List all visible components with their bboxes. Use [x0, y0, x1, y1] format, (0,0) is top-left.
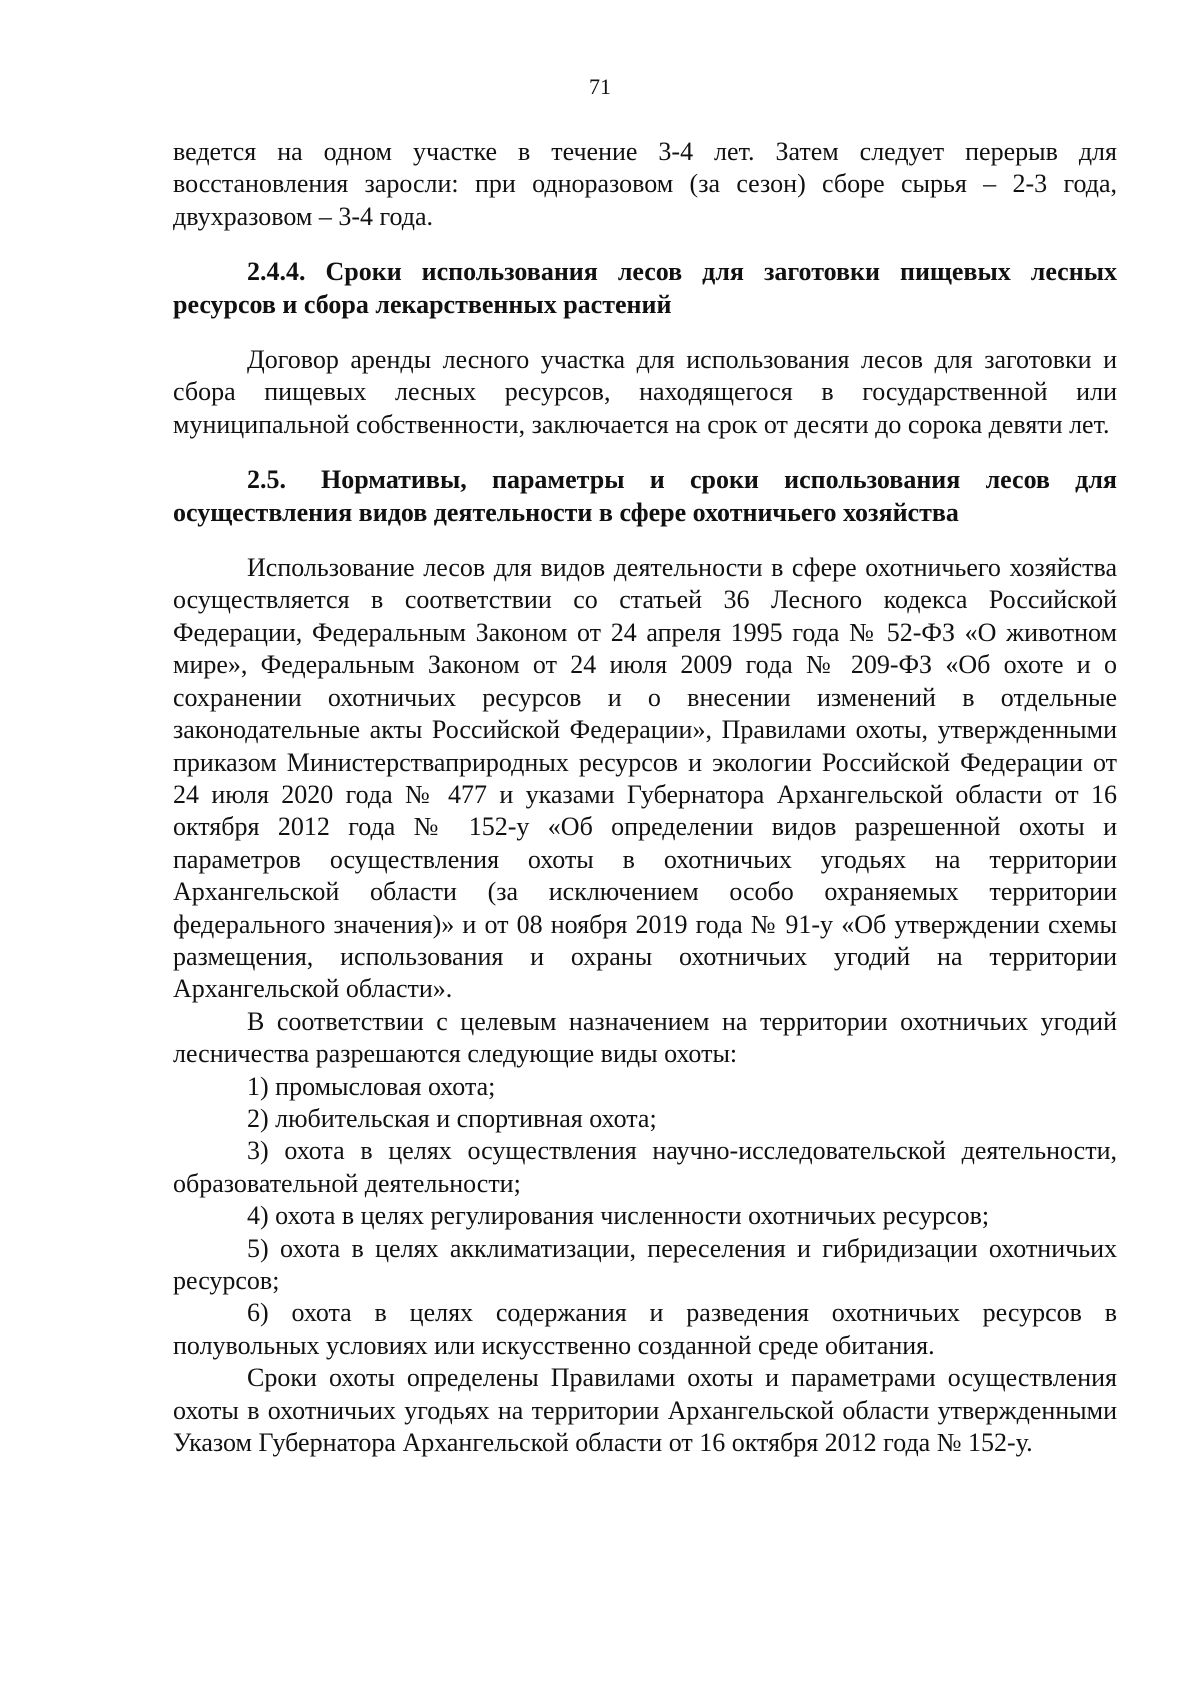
page-number: 71 — [589, 74, 611, 99]
paragraph-hunting-types-intro: В соответствии с целевым назначением на территории охотничьих угодий лесничества разрешаются следующие виды охоты: — [173, 1006, 1117, 1069]
section-heading-2-5 — [173, 464, 1117, 529]
paragraph-continuation: ведется на одном участке в течение 3-4 лет. Затем следует перерыв для восстановления заросли: при одноразовом (за сезон) сборе сырья – 2-3 года, двухразовом – 3-4 года. — [173, 137, 1117, 231]
list-item: 6) охота в целях содержания и разведения охотничьих ресурсов в полувольных условиях или искусственно созданной среде обитания. — [173, 1298, 1117, 1360]
paragraph-hunting-dates: Сроки охоты определены Правилами охоты и параметрами осуществления охоты в охотничьих угодьях на территории Архангельской области утвержденными Указом Губернатора Архангельской области от 16 октября 2012 года № 152-у. — [173, 1363, 1117, 1458]
list-item: 5) охота в целях акклиматизации, переселения и гибридизации охотничьих ресурсов; — [173, 1233, 1117, 1295]
list-item: 3) охота в целях осуществления научно-исследовательской деятельности, образовательной деятельности; — [173, 1136, 1117, 1198]
section-heading-2-4-4: 2.4.4. Сроки использования лесов для заготовки пищевых лесных ресурсов и сбора лекарственных растений — [173, 257, 1117, 319]
list-item: 2) любительская и спортивная охота; — [247, 1103, 657, 1133]
document-body — [173, 136, 1117, 1459]
section-title: Нормативы, параметры и сроки использования лесов для осуществления видов деятельности в сфере охотничьего хозяйства — [173, 465, 1117, 527]
list-item: 1) промысловая охота; — [247, 1071, 496, 1101]
paragraph-lease-term: Договор аренды лесного участка для использования лесов для заготовки и сбора пищевых лесных ресурсов, находящегося в государственной или муниципальной собственности, заключается на срок от десяти до сорока девяти лет. — [173, 345, 1117, 439]
list-item: 4) охота в целях регулирования численности охотничьих ресурсов; — [247, 1201, 990, 1231]
paragraph-hunting-legal-basis: Использование лесов для видов деятельности в сфере охотничьего хозяйства осуществляется в соответствии со статьей 36 Лесного кодекса Российской Федерации, Федеральным Законом от 24 апреля 1995 года № 52-ФЗ «О животном мире», Федеральным Законом от 24 июля 2009 года № 209-ФЗ «Об охоте и о сохранении охотничьих ресурсов и о внесении изменений в отдельные законодательные акты Российской Федерации», Правилами охоты, утвержденными приказом Министерстваприродных ресурсов и экологии Российской Федерации от 24 июля 2020 года № 477 и указами Губернатора Архангельской области от 16 октября 2012 года № 152-у «Об определении видов разрешенной охоты и параметров осуществления охоты в охотничьих угодьях на территории Архангельской области (за исключением особо охраняемых территории федерального значения)» и от 08 ноября 2019 года № 91-у «Об утверждении схемы размещения, использования и охраны охотничьих угодий на территории Архангельской области». — [173, 553, 1117, 1004]
section-number: 2.5. — [247, 465, 286, 495]
